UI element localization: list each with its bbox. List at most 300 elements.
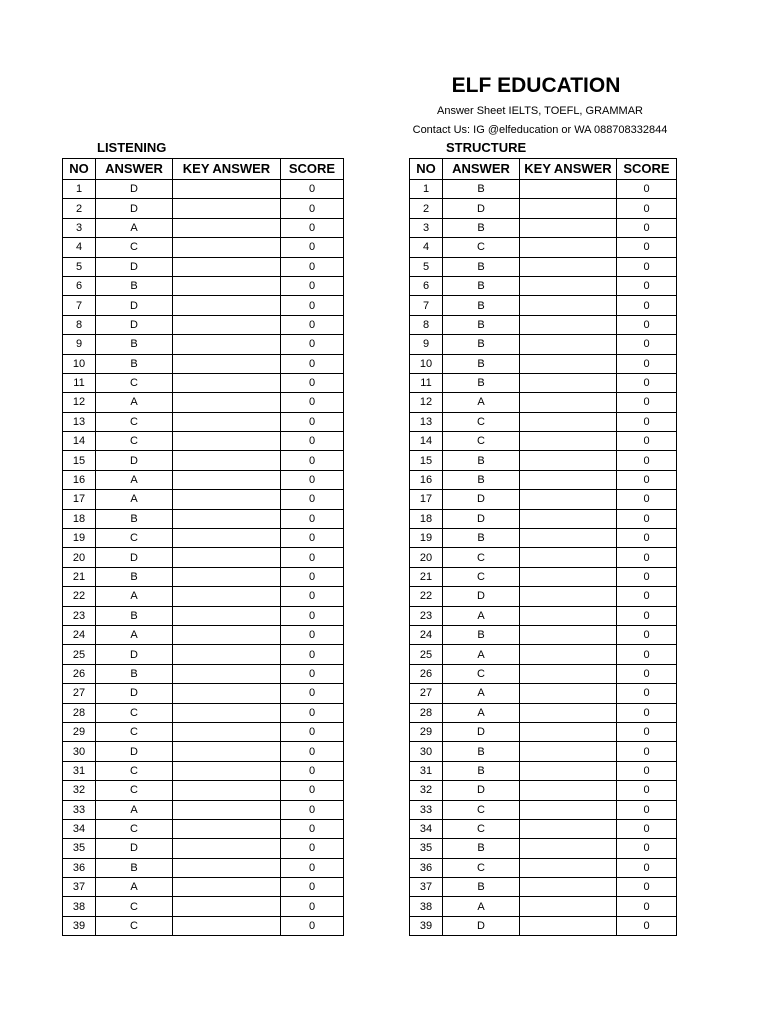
cell-no: 27 [63, 684, 96, 703]
cell-answer: D [443, 916, 520, 935]
cell-answer: D [96, 257, 173, 276]
cell-score: 0 [281, 490, 344, 509]
cell-score: 0 [281, 587, 344, 606]
cell-no: 22 [410, 587, 443, 606]
cell-answer: B [443, 257, 520, 276]
col-header-key-answer: KEY ANSWER [173, 159, 281, 180]
cell-key-answer[interactable] [173, 625, 281, 644]
cell-key-answer[interactable] [173, 916, 281, 935]
cell-key-answer[interactable] [520, 180, 617, 199]
cell-score: 0 [617, 393, 677, 412]
cell-answer: B [443, 529, 520, 548]
cell-key-answer[interactable] [520, 684, 617, 703]
cell-score: 0 [617, 199, 677, 218]
cell-no: 15 [63, 451, 96, 470]
cell-score: 0 [617, 684, 677, 703]
cell-key-answer[interactable] [173, 742, 281, 761]
cell-key-answer[interactable] [173, 354, 281, 373]
cell-key-answer[interactable] [520, 567, 617, 586]
cell-score: 0 [281, 781, 344, 800]
cell-key-answer[interactable] [520, 238, 617, 257]
cell-score: 0 [281, 509, 344, 528]
cell-answer: D [96, 645, 173, 664]
cell-no: 29 [410, 722, 443, 741]
table-row [63, 742, 344, 761]
col-header-no: NO [63, 159, 96, 180]
cell-score: 0 [617, 257, 677, 276]
cell-no: 26 [410, 664, 443, 683]
table-row [410, 587, 677, 606]
cell-score: 0 [617, 916, 677, 935]
cell-no: 33 [63, 800, 96, 819]
cell-key-answer[interactable] [520, 373, 617, 392]
cell-no: 19 [410, 529, 443, 548]
cell-key-answer[interactable] [173, 451, 281, 470]
cell-key-answer[interactable] [173, 664, 281, 683]
cell-key-answer[interactable] [520, 257, 617, 276]
col-header-score: SCORE [617, 159, 677, 180]
cell-key-answer[interactable] [520, 470, 617, 489]
cell-no: 28 [410, 703, 443, 722]
cell-score: 0 [281, 625, 344, 644]
cell-answer: C [443, 858, 520, 877]
cell-score: 0 [281, 722, 344, 741]
cell-no: 18 [410, 509, 443, 528]
cell-score: 0 [281, 451, 344, 470]
cell-no: 10 [63, 354, 96, 373]
table-row [63, 257, 344, 276]
structure-section-title: STRUCTURE [446, 140, 527, 155]
table-row [410, 878, 677, 897]
cell-key-answer[interactable] [173, 878, 281, 897]
table-row [63, 529, 344, 548]
cell-key-answer[interactable] [520, 354, 617, 373]
table-row [63, 587, 344, 606]
cell-no: 8 [63, 315, 96, 334]
cell-score: 0 [281, 742, 344, 761]
cell-score: 0 [281, 354, 344, 373]
cell-key-answer[interactable] [173, 373, 281, 392]
cell-key-answer[interactable] [173, 587, 281, 606]
table-row [63, 432, 344, 451]
cell-no: 2 [410, 199, 443, 218]
cell-answer: A [96, 625, 173, 644]
page-subtitle: Answer Sheet IELTS, TOEFL, GRAMMAR [436, 105, 643, 117]
table-row [410, 393, 677, 412]
cell-score: 0 [617, 878, 677, 897]
cell-score: 0 [617, 645, 677, 664]
cell-score: 0 [281, 567, 344, 586]
cell-no: 9 [63, 335, 96, 354]
cell-key-answer[interactable] [173, 180, 281, 199]
cell-key-answer[interactable] [173, 393, 281, 412]
cell-key-answer[interactable] [173, 800, 281, 819]
col-header-key-answer: KEY ANSWER [520, 159, 617, 180]
cell-score: 0 [617, 548, 677, 567]
cell-answer: C [96, 819, 173, 838]
cell-score: 0 [617, 625, 677, 644]
cell-key-answer[interactable] [520, 742, 617, 761]
table-row [63, 276, 344, 295]
cell-score: 0 [281, 257, 344, 276]
cell-score: 0 [281, 606, 344, 625]
table-row [410, 257, 677, 276]
table-row [63, 509, 344, 528]
cell-key-answer[interactable] [173, 819, 281, 838]
cell-key-answer[interactable] [520, 529, 617, 548]
table-row [410, 238, 677, 257]
cell-answer: C [96, 897, 173, 916]
cell-key-answer[interactable] [520, 199, 617, 218]
cell-no: 14 [63, 432, 96, 451]
cell-answer: C [443, 412, 520, 431]
table-row [63, 916, 344, 935]
cell-key-answer[interactable] [520, 335, 617, 354]
cell-no: 4 [63, 238, 96, 257]
cell-score: 0 [281, 897, 344, 916]
cell-answer: C [96, 529, 173, 548]
cell-answer: D [443, 722, 520, 741]
cell-answer: D [96, 451, 173, 470]
cell-no: 11 [410, 373, 443, 392]
cell-key-answer[interactable] [173, 858, 281, 877]
cell-no: 2 [63, 199, 96, 218]
cell-answer: A [96, 587, 173, 606]
cell-answer: C [96, 432, 173, 451]
cell-key-answer[interactable] [520, 916, 617, 935]
cell-key-answer[interactable] [520, 781, 617, 800]
cell-no: 17 [63, 490, 96, 509]
cell-key-answer[interactable] [520, 645, 617, 664]
cell-answer: B [443, 839, 520, 858]
cell-no: 21 [63, 567, 96, 586]
cell-no: 29 [63, 722, 96, 741]
cell-key-answer[interactable] [520, 858, 617, 877]
cell-answer: B [443, 761, 520, 780]
cell-key-answer[interactable] [520, 761, 617, 780]
cell-key-answer[interactable] [173, 529, 281, 548]
cell-key-answer[interactable] [173, 897, 281, 916]
table-row [410, 722, 677, 741]
cell-score: 0 [281, 373, 344, 392]
cell-no: 3 [63, 218, 96, 237]
cell-answer: A [96, 800, 173, 819]
cell-score: 0 [617, 432, 677, 451]
cell-key-answer[interactable] [173, 412, 281, 431]
cell-key-answer[interactable] [173, 548, 281, 567]
table-row [63, 664, 344, 683]
cell-key-answer[interactable] [173, 703, 281, 722]
cell-answer: B [96, 335, 173, 354]
cell-no: 9 [410, 335, 443, 354]
cell-no: 21 [410, 567, 443, 586]
cell-score: 0 [617, 819, 677, 838]
cell-score: 0 [281, 664, 344, 683]
cell-key-answer[interactable] [520, 664, 617, 683]
cell-key-answer[interactable] [520, 218, 617, 237]
cell-no: 25 [63, 645, 96, 664]
col-header-answer: ANSWER [443, 159, 520, 180]
cell-no: 31 [410, 761, 443, 780]
cell-no: 28 [63, 703, 96, 722]
table-row [63, 684, 344, 703]
cell-answer: B [443, 470, 520, 489]
cell-key-answer[interactable] [520, 296, 617, 315]
cell-key-answer[interactable] [173, 238, 281, 257]
cell-answer: C [96, 412, 173, 431]
cell-answer: B [443, 878, 520, 897]
cell-key-answer[interactable] [520, 722, 617, 741]
cell-no: 37 [63, 878, 96, 897]
cell-answer: B [443, 218, 520, 237]
cell-answer: B [96, 276, 173, 295]
cell-no: 16 [410, 470, 443, 489]
cell-key-answer[interactable] [173, 567, 281, 586]
table-row [410, 800, 677, 819]
cell-answer: B [443, 625, 520, 644]
cell-key-answer[interactable] [173, 606, 281, 625]
cell-key-answer[interactable] [520, 548, 617, 567]
cell-no: 39 [410, 916, 443, 935]
cell-key-answer[interactable] [173, 335, 281, 354]
cell-key-answer[interactable] [520, 625, 617, 644]
cell-score: 0 [281, 276, 344, 295]
cell-key-answer[interactable] [173, 296, 281, 315]
table-row [410, 684, 677, 703]
cell-score: 0 [617, 296, 677, 315]
cell-key-answer[interactable] [173, 432, 281, 451]
cell-answer: D [96, 684, 173, 703]
table-row [410, 199, 677, 218]
cell-key-answer[interactable] [520, 393, 617, 412]
table-row [410, 296, 677, 315]
cell-key-answer[interactable] [173, 645, 281, 664]
table-row [63, 335, 344, 354]
cell-answer: C [443, 567, 520, 586]
cell-no: 6 [410, 276, 443, 295]
cell-no: 1 [410, 180, 443, 199]
cell-score: 0 [617, 470, 677, 489]
table-row [410, 819, 677, 838]
cell-no: 7 [410, 296, 443, 315]
cell-answer: A [443, 684, 520, 703]
cell-no: 32 [63, 781, 96, 800]
cell-score: 0 [281, 199, 344, 218]
cell-no: 36 [63, 858, 96, 877]
cell-key-answer[interactable] [173, 722, 281, 741]
table-row [63, 354, 344, 373]
cell-answer: A [96, 878, 173, 897]
table-row [63, 567, 344, 586]
cell-score: 0 [281, 315, 344, 334]
table-row [410, 470, 677, 489]
cell-score: 0 [617, 839, 677, 858]
cell-no: 16 [63, 470, 96, 489]
cell-no: 1 [63, 180, 96, 199]
cell-key-answer[interactable] [173, 509, 281, 528]
table-row [410, 529, 677, 548]
table-row [410, 335, 677, 354]
cell-key-answer[interactable] [520, 703, 617, 722]
cell-score: 0 [617, 373, 677, 392]
cell-key-answer[interactable] [173, 276, 281, 295]
structure-table-body [410, 180, 677, 936]
table-row [63, 296, 344, 315]
table-row [63, 412, 344, 431]
cell-score: 0 [281, 218, 344, 237]
table-row [63, 606, 344, 625]
cell-answer: B [443, 180, 520, 199]
cell-score: 0 [617, 354, 677, 373]
cell-key-answer[interactable] [520, 451, 617, 470]
table-row [63, 858, 344, 877]
cell-answer: D [96, 296, 173, 315]
contact-line: Contact Us: IG @elfeducation or WA 088708332844 [412, 124, 668, 136]
cell-no: 24 [410, 625, 443, 644]
table-row [410, 548, 677, 567]
table-row [410, 703, 677, 722]
cell-answer: A [96, 490, 173, 509]
cell-key-answer[interactable] [173, 839, 281, 858]
cell-answer: B [443, 276, 520, 295]
cell-score: 0 [281, 470, 344, 489]
cell-answer: C [443, 800, 520, 819]
cell-answer: D [96, 199, 173, 218]
cell-no: 20 [410, 548, 443, 567]
cell-key-answer[interactable] [173, 684, 281, 703]
cell-answer: A [96, 393, 173, 412]
cell-answer: B [96, 664, 173, 683]
cell-score: 0 [281, 703, 344, 722]
table-row [410, 839, 677, 858]
cell-no: 18 [63, 509, 96, 528]
cell-score: 0 [617, 490, 677, 509]
cell-answer: B [443, 296, 520, 315]
table-row [410, 916, 677, 935]
cell-no: 35 [410, 839, 443, 858]
cell-key-answer[interactable] [520, 509, 617, 528]
cell-answer: C [96, 373, 173, 392]
cell-score: 0 [617, 664, 677, 683]
cell-no: 34 [63, 819, 96, 838]
cell-no: 23 [63, 606, 96, 625]
cell-no: 8 [410, 315, 443, 334]
table-row [410, 490, 677, 509]
cell-score: 0 [281, 916, 344, 935]
cell-score: 0 [281, 645, 344, 664]
cell-key-answer[interactable] [520, 432, 617, 451]
table-row [63, 548, 344, 567]
cell-answer: B [443, 315, 520, 334]
listening-table-body [63, 180, 344, 936]
table-row [410, 180, 677, 199]
cell-no: 10 [410, 354, 443, 373]
cell-key-answer[interactable] [520, 412, 617, 431]
col-header-no: NO [410, 159, 443, 180]
cell-score: 0 [281, 819, 344, 838]
cell-key-answer[interactable] [520, 800, 617, 819]
listening-header-row [63, 159, 344, 180]
cell-key-answer[interactable] [173, 257, 281, 276]
cell-score: 0 [617, 742, 677, 761]
table-row [410, 509, 677, 528]
cell-answer: C [96, 238, 173, 257]
table-row [63, 703, 344, 722]
cell-answer: A [443, 897, 520, 916]
cell-key-answer[interactable] [520, 819, 617, 838]
cell-answer: B [96, 509, 173, 528]
cell-no: 38 [63, 897, 96, 916]
table-row [63, 490, 344, 509]
cell-key-answer[interactable] [520, 315, 617, 334]
cell-no: 27 [410, 684, 443, 703]
cell-key-answer[interactable] [520, 878, 617, 897]
cell-answer: B [96, 567, 173, 586]
table-row [63, 470, 344, 489]
cell-score: 0 [281, 180, 344, 199]
table-row [63, 451, 344, 470]
cell-key-answer[interactable] [173, 781, 281, 800]
cell-answer: B [96, 354, 173, 373]
table-row [410, 412, 677, 431]
col-header-answer: ANSWER [96, 159, 173, 180]
cell-key-answer[interactable] [173, 199, 281, 218]
table-row [63, 878, 344, 897]
cell-no: 35 [63, 839, 96, 858]
table-row [63, 625, 344, 644]
cell-key-answer[interactable] [520, 839, 617, 858]
cell-key-answer[interactable] [520, 587, 617, 606]
cell-score: 0 [281, 238, 344, 257]
cell-score: 0 [281, 432, 344, 451]
cell-no: 30 [410, 742, 443, 761]
cell-key-answer[interactable] [173, 761, 281, 780]
cell-answer: C [96, 916, 173, 935]
cell-no: 11 [63, 373, 96, 392]
table-row [410, 567, 677, 586]
cell-key-answer[interactable] [173, 218, 281, 237]
table-row [63, 373, 344, 392]
cell-score: 0 [281, 800, 344, 819]
cell-key-answer[interactable] [173, 315, 281, 334]
cell-score: 0 [617, 587, 677, 606]
cell-answer: C [96, 722, 173, 741]
cell-key-answer[interactable] [173, 470, 281, 489]
table-row [410, 858, 677, 877]
cell-key-answer[interactable] [520, 490, 617, 509]
cell-key-answer[interactable] [520, 276, 617, 295]
cell-no: 7 [63, 296, 96, 315]
cell-score: 0 [617, 315, 677, 334]
cell-answer: C [443, 664, 520, 683]
table-row [410, 625, 677, 644]
table-row [410, 432, 677, 451]
cell-key-answer[interactable] [173, 490, 281, 509]
cell-answer: B [96, 606, 173, 625]
cell-no: 5 [410, 257, 443, 276]
cell-key-answer[interactable] [520, 897, 617, 916]
cell-no: 4 [410, 238, 443, 257]
cell-no: 13 [410, 412, 443, 431]
cell-answer: B [443, 373, 520, 392]
cell-no: 33 [410, 800, 443, 819]
table-row [410, 451, 677, 470]
structure-header-row [410, 159, 677, 180]
cell-answer: C [443, 819, 520, 838]
table-row [410, 315, 677, 334]
cell-key-answer[interactable] [520, 606, 617, 625]
cell-answer: A [96, 470, 173, 489]
